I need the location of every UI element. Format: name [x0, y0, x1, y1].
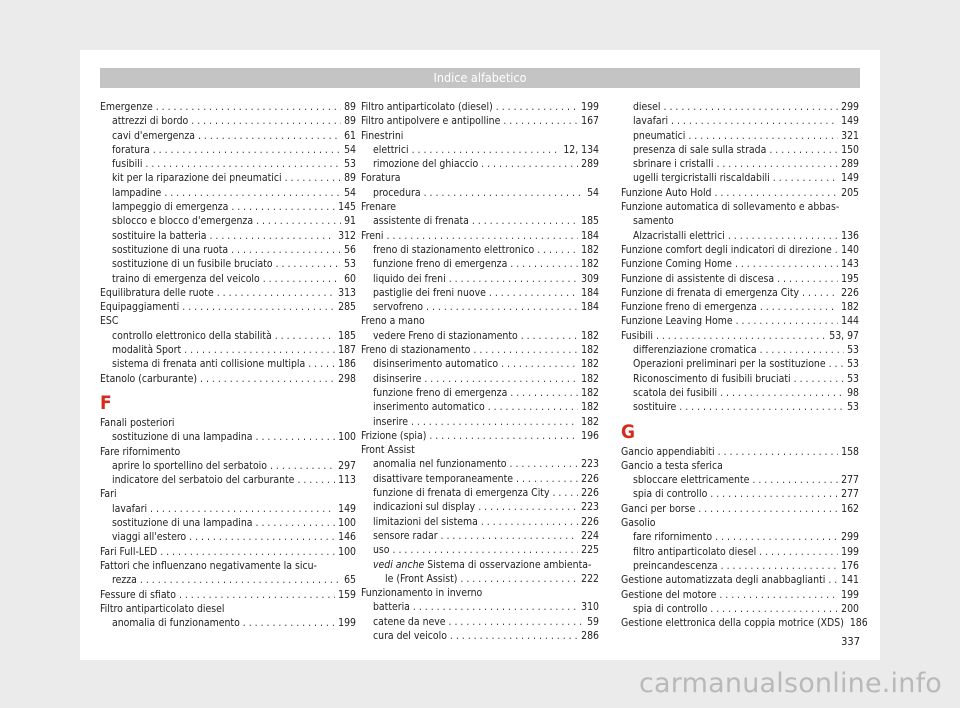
index-subentry: catene da neve . . . 59 — [361, 615, 599, 629]
index-entry: Frizione (spia) . . . 196 — [361, 429, 599, 443]
index-heading: Fare rifornimento — [100, 445, 181, 458]
index-subentry: batteria . . . 310 — [361, 600, 599, 614]
index-subentry: fare rifornimento . . . 299 — [621, 530, 859, 544]
index-entry: Emergenze . . . 89 — [100, 100, 356, 114]
index-subentry: viaggi all'estero . . . 146 — [100, 530, 356, 544]
index-entry: Gestione elettronica della coppia motrice (XDS) 186 — [621, 617, 868, 630]
index-subentry: servofreno . . . 184 — [361, 300, 599, 314]
index-subentry: sostituzione di un fusibile bruciato . . . 53 — [100, 257, 356, 271]
index-subentry: foratura . . . 54 — [100, 143, 356, 157]
index-subentry: funzione freno di emergenza . . . 182 — [361, 257, 599, 271]
index-subentry: vedere Freno di stazionamento . . . 182 — [361, 329, 599, 343]
index-subentry: freno di stazionamento elettronico . . . 182 — [361, 243, 599, 257]
index-subentry: assistente di frenata . . . 185 — [361, 214, 599, 228]
index-subentry: modalità Sport . . . 187 — [100, 343, 356, 357]
index-subentry: pneumatici . . . 321 — [621, 129, 859, 143]
index-subentry: Operazioni preliminari per la sostituzione . . . 53 — [621, 357, 859, 371]
index-entry: Equipaggiamenti . . . 285 — [100, 300, 356, 314]
index-subentry: le (Front Assist) . . . 222 — [361, 572, 599, 586]
index-heading-continued: samento — [633, 215, 674, 228]
index-subentry: sostituzione di una lampadina . . . 100 — [100, 430, 356, 444]
index-heading: Freno a mano — [361, 315, 425, 328]
index-heading: Gancio a testa sferica — [621, 459, 723, 472]
header-title: Indice alfabetico — [433, 70, 527, 85]
index-subentry: anomalia di funzionamento . . . 199 — [100, 616, 356, 630]
index-heading: Funzionamento in inverno — [361, 587, 483, 600]
index-subentry: funzione freno di emergenza . . . 182 — [361, 386, 599, 400]
index-heading: Finestrini — [361, 129, 404, 142]
index-entry: Funzione di frenata di emergenza City . . . 226 — [621, 286, 859, 300]
index-subentry: spia di controllo . . . 277 — [621, 487, 859, 501]
index-subentry: inserimento automatico . . . 182 — [361, 400, 599, 414]
index-heading: Frenare — [361, 201, 397, 214]
index-entry: Filtro antiparticolato (diesel) . . . 199 — [361, 100, 599, 114]
index-column-3 — [621, 100, 868, 630]
index-subentry: Riconoscimento di fusibili bruciati . . . 53 — [621, 372, 859, 386]
index-heading: Filtro antiparticolato diesel — [100, 602, 225, 615]
index-subentry: lampeggio di emergenza . . . 145 — [100, 200, 356, 214]
index-subentry: disinserimento automatico . . . 182 — [361, 357, 599, 371]
page-number: 337 — [841, 635, 860, 648]
index-entry: Etanolo (carburante) . . . 298 — [100, 372, 356, 386]
index-subentry: filtro antiparticolato diesel . . . 199 — [621, 545, 859, 559]
index-subentry: sblocco e blocco d'emergenza . . . 91 — [100, 214, 356, 228]
index-subentry: sostituire . . . 53 — [621, 400, 859, 414]
index-subentry: sistema di frenata anti collisione multipla . . . 186 — [100, 357, 356, 371]
index-subentry: attrezzi di bordo . . . 89 — [100, 114, 356, 128]
index-heading: Front Assist — [361, 444, 415, 457]
index-heading: Funzione automatica di sollevamento e abbas- — [621, 201, 840, 214]
index-subentry: anomalia nel funzionamento . . . 223 — [361, 457, 599, 471]
index-subentry: rezza . . . 65 — [100, 573, 356, 587]
index-letter-g: G — [621, 420, 636, 443]
index-subentry: cavi d'emergenza . . . 61 — [100, 129, 356, 143]
index-see-also: vedi anche Sistema di osservazione ambienta- — [373, 558, 592, 571]
index-subentry: rimozione del ghiaccio . . . 289 — [361, 157, 599, 171]
index-subentry: sensore radar . . . 224 — [361, 529, 599, 543]
index-subentry: diesel . . . 299 — [621, 100, 859, 114]
index-entry: Equilibratura delle ruote . . . 313 — [100, 286, 356, 300]
index-entry: Fari Full-LED . . . 100 — [100, 545, 356, 559]
index-column-2 — [361, 100, 599, 643]
index-entry: Ganci per borse . . . 162 — [621, 502, 859, 516]
index-subentry: disinserire . . . 182 — [361, 372, 599, 386]
index-entry: Funzione Leaving Home . . . 144 — [621, 314, 859, 328]
index-entry: Fessure di sfiato . . . 159 — [100, 588, 356, 602]
index-subentry: liquido dei freni . . . 309 — [361, 272, 599, 286]
index-heading: Fari — [100, 488, 117, 501]
index-subentry: controllo elettronico della stabilità . . . 185 — [100, 329, 356, 343]
index-subentry: differenziazione cromatica . . . 53 — [621, 343, 859, 357]
index-subentry: aprire lo sportellino del serbatoio . . . 297 — [100, 459, 356, 473]
index-heading: Fanali posteriori — [100, 416, 175, 429]
index-entry: Gestione del motore . . . 199 — [621, 588, 859, 602]
index-subentry: spia di controllo . . . 200 — [621, 602, 859, 616]
index-subentry: limitazioni del sistema . . . 226 — [361, 515, 599, 529]
watermark-logo: carmanualsonline.info — [639, 668, 942, 699]
index-subentry: disattivare temporaneamente . . . 226 — [361, 472, 599, 486]
index-subentry: pastiglie dei freni nuove . . . 184 — [361, 286, 599, 300]
section-header — [100, 68, 860, 88]
index-subentry: presenza di sale sulla strada . . . 150 — [621, 143, 859, 157]
index-subentry: Alzacristalli elettrici . . . 136 — [621, 229, 859, 243]
index-entry: Filtro antipolvere e antipolline . . . 167 — [361, 114, 599, 128]
index-subentry: inserire . . . 182 — [361, 415, 599, 429]
index-subentry: funzione di frenata di emergenza City . . . 226 — [361, 486, 599, 500]
index-subentry: kit per la riparazione dei pneumatici . . . 89 — [100, 171, 356, 185]
index-subentry: ugelli tergicristalli riscaldabili . . . 149 — [621, 171, 859, 185]
index-heading: Gasolio — [621, 517, 656, 530]
index-subentry: fusibili . . . 53 — [100, 157, 356, 171]
index-entry: Funzione freno di emergenza . . . 182 — [621, 300, 859, 314]
index-entry: Gestione automatizzata degli anabbaglianti . . . 141 — [621, 573, 859, 587]
index-subentry: sostituire la batteria . . . 312 — [100, 229, 356, 243]
index-entry: Freni . . . 184 — [361, 229, 599, 243]
index-entry: Funzione Coming Home . . . 143 — [621, 257, 859, 271]
index-subentry: indicatore del serbatoio del carburante . . . 113 — [100, 473, 356, 487]
index-heading: Fattori che influenzano negativamente la sicu- — [100, 559, 317, 572]
index-entry: Freno di stazionamento . . . 182 — [361, 343, 599, 357]
index-entry: Funzione di assistente di discesa . . . 195 — [621, 272, 859, 286]
index-entry: Fusibili . . . 53, 97 — [621, 329, 859, 343]
index-subentry: indicazioni sul display . . . 223 — [361, 500, 599, 514]
index-heading: Foratura — [361, 172, 401, 185]
index-entry: Funzione comfort degli indicatori di direzione . . . 140 — [621, 243, 859, 257]
index-subentry: traino di emergenza del veicolo . . . 60 — [100, 272, 356, 286]
index-subentry: sostituzione di una ruota . . . 56 — [100, 243, 356, 257]
index-subentry: elettrici . . . 12, 134 — [361, 143, 599, 157]
index-subentry: lavafari . . . 149 — [100, 502, 356, 516]
index-subentry: procedura . . . 54 — [361, 186, 599, 200]
index-subentry: uso . . . 225 — [361, 543, 599, 557]
index-subentry: preincandescenza . . . 176 — [621, 559, 859, 573]
index-entry: Gancio appendiabiti . . . 158 — [621, 445, 859, 459]
index-subentry: lavafari . . . 149 — [621, 114, 859, 128]
index-subentry: sbloccare elettricamente . . . 277 — [621, 473, 859, 487]
index-column-1 — [100, 100, 356, 630]
index-letter-f: F — [100, 391, 112, 414]
index-subentry: cura del veicolo . . . 286 — [361, 629, 599, 643]
index-subentry: lampadine . . . 54 — [100, 186, 356, 200]
index-subentry: sostituzione di una lampadina . . . 100 — [100, 516, 356, 530]
index-subentry: scatola dei fusibili . . . 98 — [621, 386, 859, 400]
index-entry: Funzione Auto Hold . . . 205 — [621, 186, 859, 200]
index-heading: ESC — [100, 315, 119, 328]
index-subentry: sbrinare i cristalli . . . 289 — [621, 157, 859, 171]
